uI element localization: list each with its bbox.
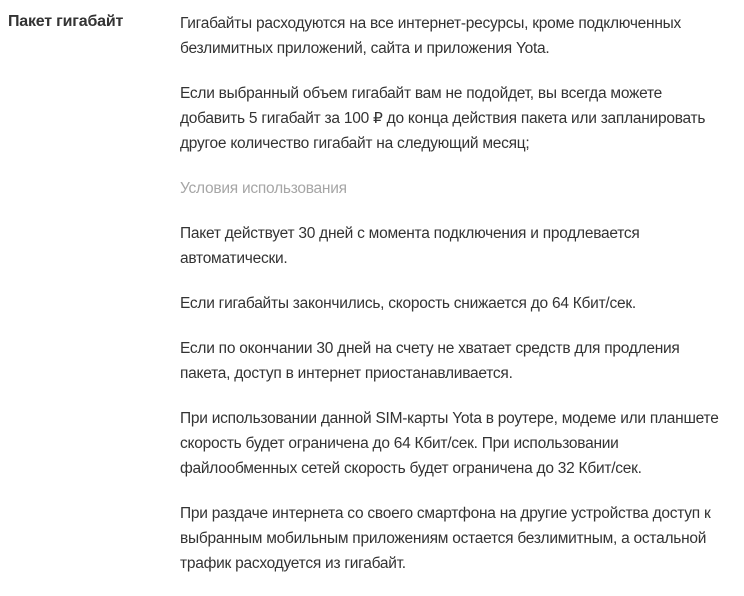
section-title: Пакет гигабайт: [8, 13, 124, 30]
subheading-usage-terms: Условия использования: [180, 180, 347, 197]
section-label-column: [8, 11, 180, 33]
section-content-column: [180, 11, 730, 596]
para-gigabytes-usage: Гигабайты расходуются на все интернет-ресурсы, кроме подключенных безлимитных приложений, сайта и приложения Yota.: [180, 15, 682, 57]
para-insufficient-funds: Если по окончании 30 дней на счету не хватает средств для продления пакета, доступ в интернет приостанавливается.: [180, 340, 680, 382]
para-speed-after-limit: Если гигабайты закончились, скорость снижается до 64 Кбит/сек.: [180, 295, 636, 312]
para-package-duration: Пакет действует 30 дней с момента подключения и продлевается автоматически.: [180, 225, 640, 267]
para-tethering: При раздаче интернета со своего смартфона на другие устройства доступ к выбранным мобильным приложениям остается безлимитным, а остальной трафик расходуется из гигабайт.: [180, 505, 711, 572]
para-add-gigabytes: Если выбранный объем гигабайт вам не подойдет, вы всегда можете добавить 5 гигабайт за 100 ₽ до конца действия пакета или запланировать другое количество гигабайт на следующий месяц;: [180, 85, 706, 152]
para-sim-in-router: При использовании данной SIM-карты Yota в роутере, модеме или планшете скорость будет ограничена до 64 Кбит/сек. При использовании файлообменных сетей скорость будет ограничена до 32 Кбит/сек.: [180, 410, 719, 477]
